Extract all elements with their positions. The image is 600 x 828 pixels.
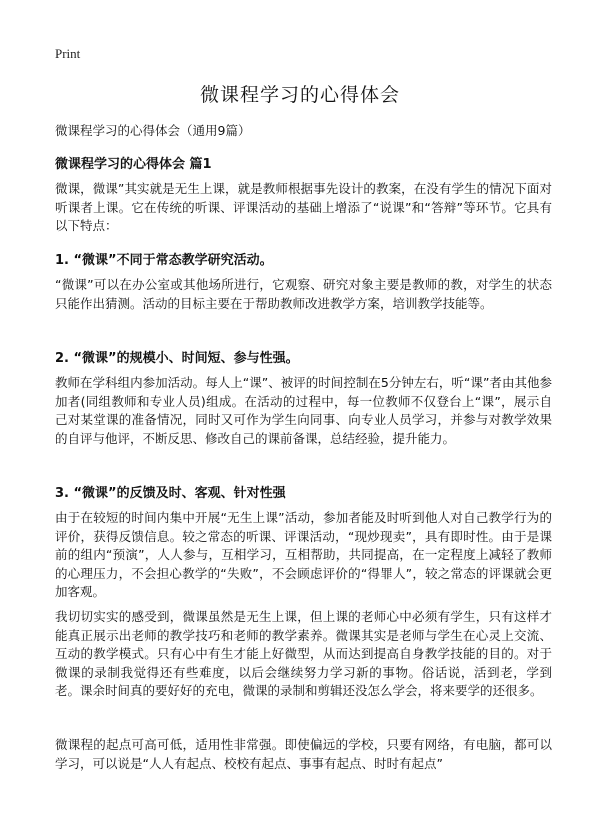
section-2-paragraph: 教师在学科组内参加活动。每人上“课”、被评的时间控制在5分钟左右，听“课”者由其他参加者(同组教师和专业人员)组成。在活动的过程中，每一位教师不仅登台上“课”，展示自己对某堂课的准备情况，同时又可作为学生向同事、向专业人员学习，并参与对教学效果的自评与他评，不断反思、修改自己的课前备课，总结经验，提升能力。	[55, 375, 552, 446]
section-3-paragraph-1: 由于在较短的时间内集中开展“无生上课”活动，参加者能及时听到他人对自己教学行为的评价，获得反馈信息。较之常态的听课、评课活动，“现炒现卖”，具有即时性。由于是课前的组内“预演”，人人参与，互相学习，互相帮助，共同提高，在一定程度上减轻了教师的心理压力，不会担心教学的“失败”，不会顾虑评价的“得罪人”，较之常态的评课就会更加客观。	[55, 510, 552, 599]
document-subtitle: 微课程学习的心得体会（通用9篇）	[55, 123, 251, 138]
page-title: 微课程学习的心得体会	[199, 84, 400, 106]
print-link[interactable]: Print	[55, 46, 81, 61]
article-heading: 微课程学习的心得体会 篇1	[55, 157, 212, 172]
section-heading-1: 1. “微课”不同于常态教学研究活动。	[55, 253, 273, 268]
section-heading-2: 2. “微课”的规模小、时间短、参与性强。	[55, 351, 299, 366]
intro-paragraph: 微课，微课”其实就是无生上课，就是教师根据事先设计的教案，在没有学生的情况下面对听课者上课。它在传统的听课、评课活动的基础上增添了“说课”和“答辩”等环节。它具有以下特点：	[55, 181, 552, 233]
section-3-paragraph-2: 我切切实实的感受到，微课虽然是无生上课，但上课的老师心中必须有学生，只有这样才能真正展示出老师的教学技巧和老师的教学素养。微课其实是老师与学生在心灵上交流、互动的教学模式。只有心中有生才能上好微型，从而达到提高自身教学技能的目的。对于微课的录制我觉得还有些难度，以后会继续努力学习新的事物。俗话说，活到老，学到老。课余时间真的要好好的充电，微课的录制和剪辑还没怎么学会，将来要学的还很多。	[55, 609, 552, 698]
section-1-paragraph: “微课”可以在办公室或其他场所进行，它观察、研究对象主要是教师的教，对学生的状态只能作出猜测。活动的目标主要在于帮助教师改进教学方案，培训教学技能等。	[55, 277, 552, 311]
section-heading-3: 3. “微课”的反馈及时、客观、针对性强	[55, 486, 286, 501]
section-3-paragraph-3: 微课程的起点可高可低，适用性非常强。即使偏远的学校，只要有网络，有电脑，都可以学习，可以说是“人人有起点、校校有起点、事事有起点、时时有起点”	[55, 737, 552, 771]
